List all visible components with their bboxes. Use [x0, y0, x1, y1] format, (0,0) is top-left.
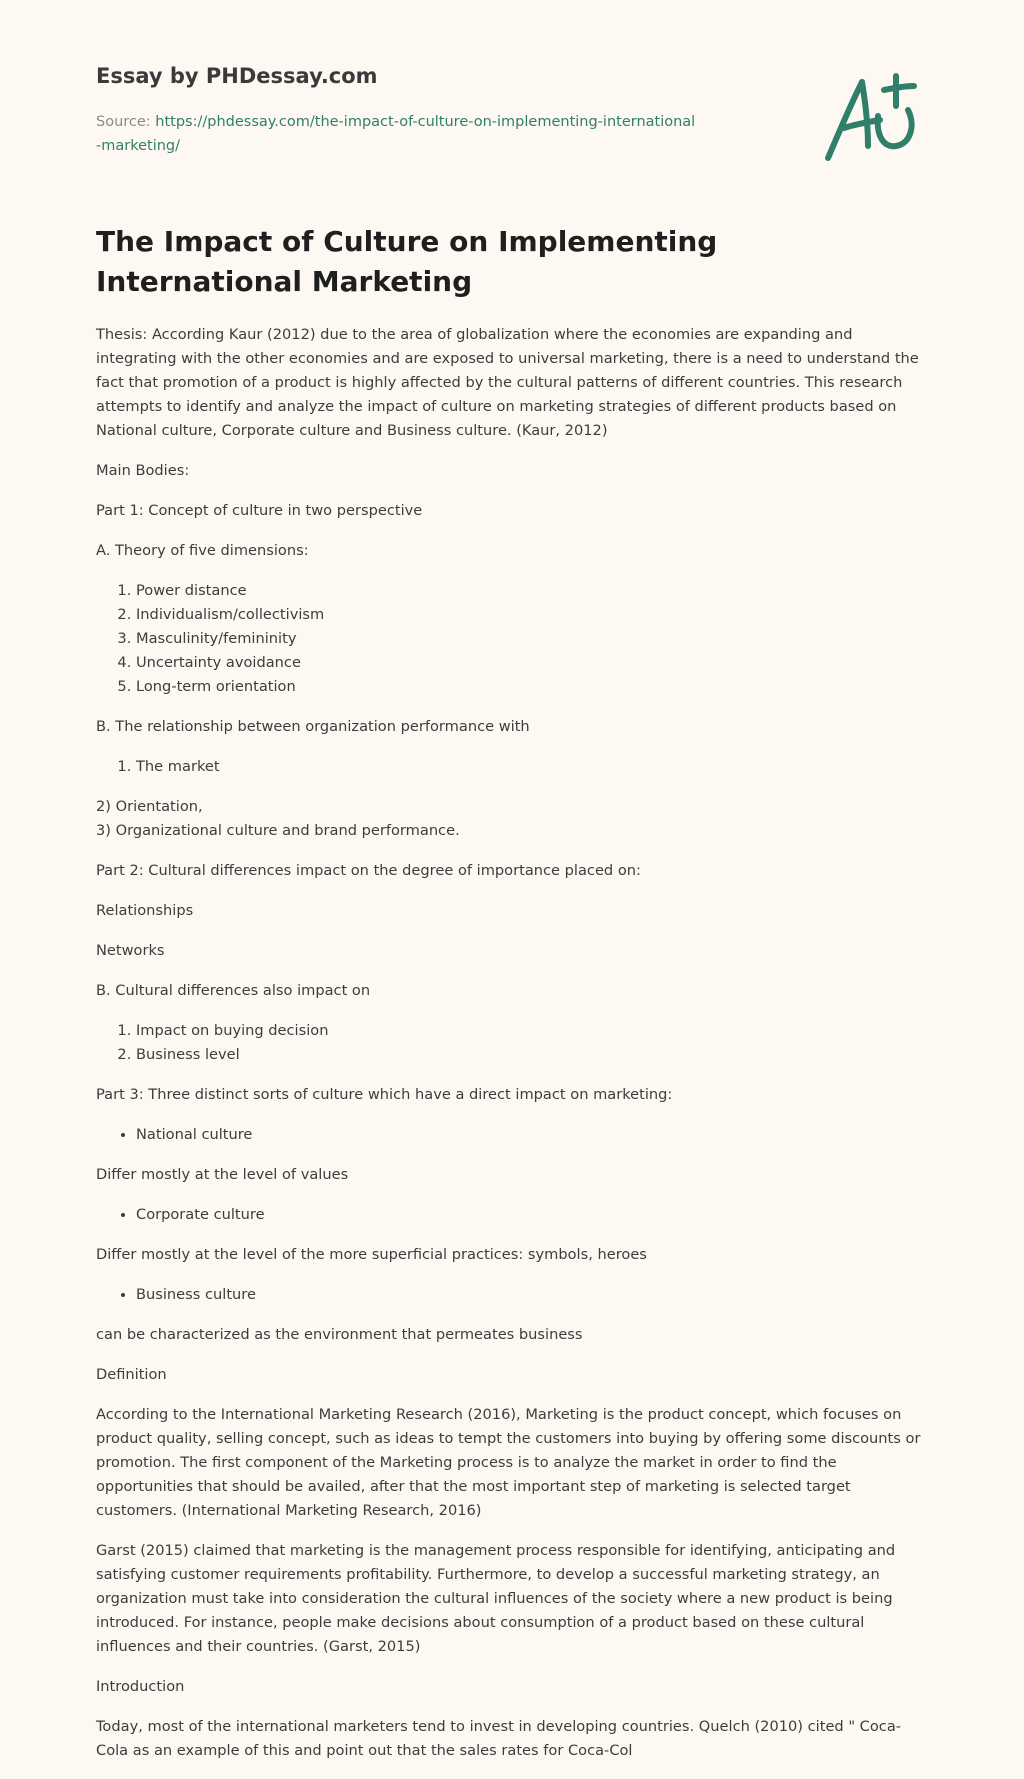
part1-heading: Part 1: Concept of culture in two perspective [96, 502, 423, 519]
cultural-diff-list [96, 1019, 928, 1067]
definition-heading: Definition [96, 1366, 167, 1383]
list-item: 4. Uncertainty avoidance [136, 651, 928, 675]
corporate-culture-desc: Differ mostly at the level of the more superficial practices: symbols, heroes [96, 1246, 647, 1263]
business-culture-list [96, 1283, 928, 1307]
list-item: 2. Individualism/collectivism [136, 603, 928, 627]
business-culture-desc: can be characterized as the environment that permeates business [96, 1326, 583, 1343]
national-culture-list [96, 1123, 928, 1147]
theory-heading: A. Theory of five dimensions: [96, 542, 309, 559]
relationship-heading: B. The relationship between organization performance with [96, 718, 530, 735]
corporate-culture-list [96, 1203, 928, 1227]
dimensions-list [96, 579, 928, 699]
source-line [96, 110, 696, 158]
article-title: The Impact of Culture on Implementing International Marketing [96, 225, 718, 298]
list-item: 1. Impact on buying decision [136, 1019, 928, 1043]
part2-heading: Part 2: Cultural differences impact on the degree of importance placed on: [96, 862, 641, 879]
list-item: • Business culture [136, 1283, 928, 1307]
a-plus-logo-icon [822, 70, 926, 166]
list-item: • Corporate culture [136, 1203, 928, 1227]
introduction-heading: Introduction [96, 1678, 185, 1695]
national-culture-desc: Differ mostly at the level of values [96, 1166, 349, 1183]
relationship-list [96, 755, 928, 779]
cultural-diff-heading: B. Cultural differences also impact on [96, 982, 371, 999]
introduction-paragraph: Today, most of the international marketers tend to invest in developing countries. Quelch (2010) cited " Coca-Cola as an example of this and point out that the sales rates for Coca-Col [96, 1718, 902, 1759]
organizational-culture-line: 3) Organizational culture and brand performance. [96, 822, 460, 839]
thesis-paragraph: Thesis: According Kaur (2012) due to the area of globalization where the economies are expanding and integrating with the other economies and are exposed to universal marketing, there is a need to understand the fact that promotion of a product is highly affected by the cultural patterns of different countries. This research attempts to identify and analyze the impact of culture on marketing strategies of different products based on National culture, Corporate culture and Business culture. (Kaur, 2012) [96, 326, 919, 439]
list-item: 1. The market [136, 755, 928, 779]
orientation-line: 2) Orientation, [96, 798, 203, 815]
part3-heading: Part 3: Three distinct sorts of culture which have a direct impact on marketing: [96, 1086, 673, 1103]
page-header [96, 0, 928, 200]
orientation-paragraph [96, 795, 928, 843]
article-body [96, 323, 928, 1779]
list-item: 5. Long-term orientation [136, 675, 928, 699]
main-bodies-label: Main Bodies: [96, 462, 190, 479]
source-label: Source: [96, 114, 156, 130]
list-item: 2. Business level [136, 1043, 928, 1067]
list-item: • National culture [136, 1123, 928, 1147]
site-title: Essay by PHDessay.com [96, 64, 378, 88]
source-link[interactable]: https://phdessay.com/the-impact-of-culture-on-implementing-international-marketing/ [96, 114, 696, 154]
relationships-item: Relationships [96, 902, 194, 919]
networks-item: Networks [96, 942, 165, 959]
list-item: 3. Masculinity/femininity [136, 627, 928, 651]
list-item: 1. Power distance [136, 579, 928, 603]
definition-paragraph-2: Garst (2015) claimed that marketing is the management process responsible for identifying, anticipating and satisfying customer requirements profitability. Furthermore, to develop a successful marketing strategy, an organization must take into consideration the cultural influences of the society where a new product is being introduced. For instance, people make decisions about consumption of a product based on these cultural influences and their countries. (Garst, 2015) [96, 1542, 896, 1655]
definition-paragraph-1: According to the International Marketing Research (2016), Marketing is the product concept, which focuses on product quality, selling concept, such as ideas to tempt the customers into buying by offering some discounts or promotion. The first component of the Marketing process is to analyze the market in order to find the opportunities that should be availed, after that the most important step of marketing is selected target customers. (International Marketing Research, 2016) [96, 1406, 921, 1519]
essay-page [96, 0, 928, 1759]
